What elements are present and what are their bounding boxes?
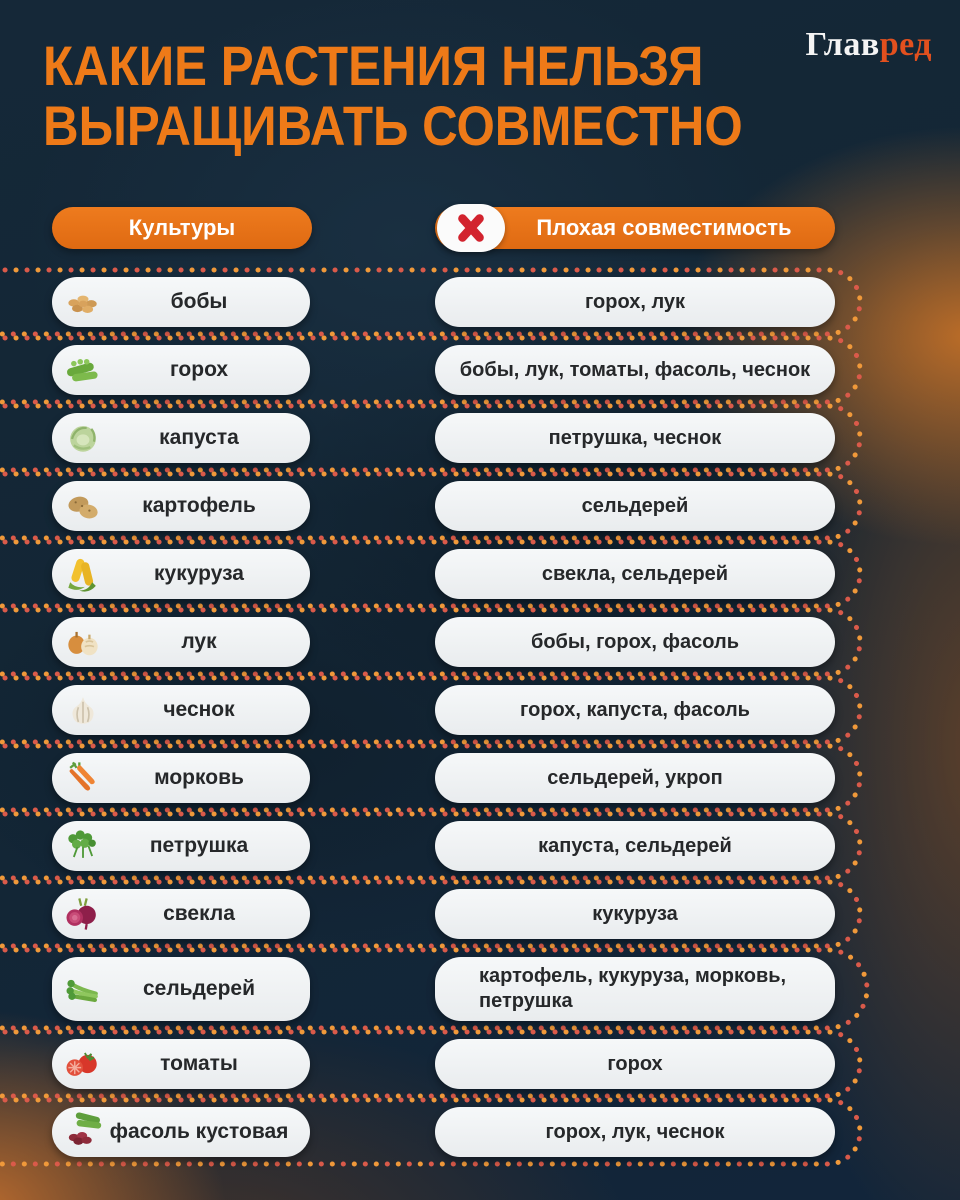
table-row (0, 1039, 960, 1089)
cabbage-icon (61, 416, 105, 460)
incompatibility-label: горох, капуста, фасоль (520, 698, 750, 721)
incompatibility-pill (435, 345, 835, 395)
incompatibility-label: кукуруза (592, 902, 678, 925)
incompatibility-pill (435, 1107, 835, 1157)
peas-icon (61, 348, 105, 392)
crop-pill (52, 821, 310, 871)
corn-icon (61, 552, 105, 596)
column-header-crops (52, 207, 312, 249)
incompatibility-label: сельдерей (581, 494, 689, 517)
crop-label: капуста (159, 426, 239, 449)
crop-pill (52, 413, 310, 463)
logo-part-white: Глав (805, 26, 880, 63)
x-mark-icon (452, 209, 490, 247)
incompatibility-label: бобы, лук, томаты, фасоль, чеснок (459, 358, 811, 381)
crop-pill (52, 277, 310, 327)
table-row (0, 481, 960, 531)
crop-pill (52, 889, 310, 939)
table-row (0, 413, 960, 463)
table-row (0, 277, 960, 327)
crop-label: петрушка (149, 834, 249, 857)
carrot-icon (61, 756, 105, 800)
incompatibility-label: горох (607, 1052, 663, 1075)
incompatibility-pill (435, 957, 835, 1021)
incompatibility-pill (435, 413, 835, 463)
table-row (0, 957, 960, 1021)
incompatibility-pill (435, 821, 835, 871)
crop-label: чеснок (163, 698, 235, 721)
incompatibility-label: бобы, горох, фасоль (530, 630, 740, 653)
beet-icon (61, 892, 105, 936)
incompatibility-pill (435, 1039, 835, 1089)
potato-icon (61, 484, 105, 528)
crop-label: свекла (163, 902, 235, 925)
tomato-icon (61, 1042, 105, 1086)
crop-label: морковь (154, 766, 244, 789)
crop-pill (52, 685, 310, 735)
table-row (0, 617, 960, 667)
x-badge (437, 204, 505, 252)
incompatibility-label: капуста, сельдерей (538, 834, 732, 857)
celery-icon (61, 967, 105, 1011)
incompatibility-pill (435, 549, 835, 599)
incompatibility-label: горох, лук, чеснок (545, 1120, 725, 1143)
crop-pill (52, 345, 310, 395)
title-line-2: ВЫРАЩИВАТЬ СОВМЕСТНО (43, 94, 743, 157)
garlic-icon (61, 688, 105, 732)
incompatibility-label: петрушка, чеснок (548, 426, 722, 449)
crop-label: сельдерей (142, 977, 256, 1000)
table-row (0, 753, 960, 803)
incompatibility-label: сельдерей, укроп (547, 766, 723, 789)
beans-icon (61, 280, 105, 324)
page-title (43, 36, 743, 156)
bush-beans-icon (61, 1110, 105, 1154)
table-row (0, 821, 960, 871)
incompatibility-pill (435, 617, 835, 667)
crop-label: картофель (142, 494, 256, 517)
crop-pill (52, 617, 310, 667)
crop-label: кукуруза (154, 562, 244, 585)
incompatibility-pill (435, 481, 835, 531)
crop-pill (52, 549, 310, 599)
table-row (0, 1107, 960, 1157)
crops-header-label: Культуры (128, 215, 236, 240)
crop-pill (52, 1039, 310, 1089)
crop-label: бобы (170, 290, 228, 313)
title-line-1: КАКИЕ РАСТЕНИЯ НЕЛЬЗЯ (43, 34, 704, 97)
crop-pill (52, 1107, 310, 1157)
incompatibility-header-label: Плохая совместимость (536, 215, 792, 240)
table-row (0, 549, 960, 599)
crop-pill (52, 957, 310, 1021)
logo-part-orange: ред (879, 26, 932, 63)
incompatibility-label: картофель, кукуруза, морковь, петрушка (479, 965, 787, 1012)
crop-label: горох (169, 358, 229, 381)
onion-icon (61, 620, 105, 664)
compatibility-table (0, 277, 960, 1175)
crop-label: фасоль кустовая (109, 1120, 289, 1143)
crop-label: томаты (160, 1052, 238, 1075)
crop-pill (52, 753, 310, 803)
table-row (0, 345, 960, 395)
incompatibility-pill (435, 685, 835, 735)
incompatibility-pill (435, 889, 835, 939)
glavred-logo (806, 26, 933, 64)
incompatibility-label: свекла, сельдерей (541, 562, 729, 585)
crop-label: лук (181, 630, 217, 653)
column-header-incompatibility (435, 207, 835, 249)
parsley-icon (61, 824, 105, 868)
incompatibility-pill (435, 753, 835, 803)
table-row (0, 685, 960, 735)
incompatibility-pill (435, 277, 835, 327)
incompatibility-label: горох, лук (584, 290, 686, 313)
crop-pill (52, 481, 310, 531)
table-row (0, 889, 960, 939)
